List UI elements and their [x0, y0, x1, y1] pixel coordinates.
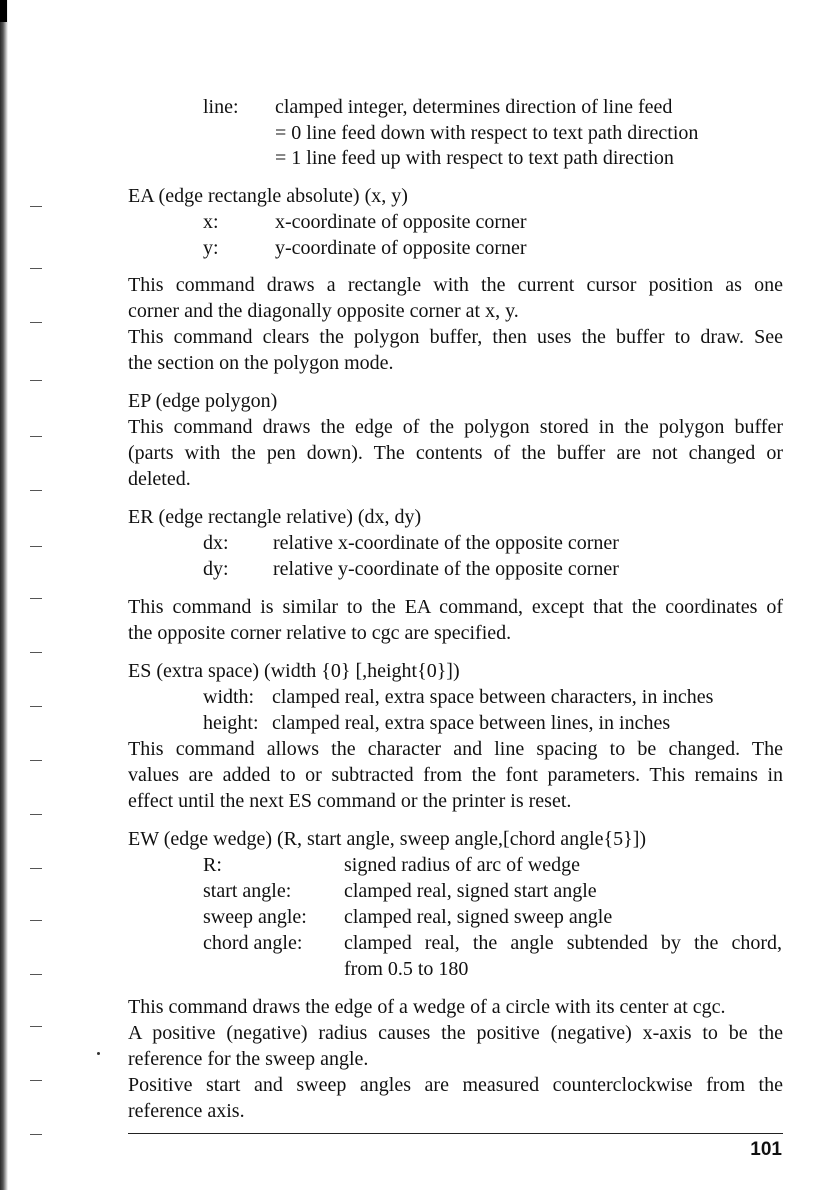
- param-label: x:: [203, 211, 219, 233]
- paragraph-line: This command clears the polygon buffer, then uses the buffer to draw. See: [128, 326, 783, 348]
- param-label: dy:: [203, 558, 229, 580]
- page-number: 101: [750, 1139, 782, 1160]
- param-desc: signed radius of arc of wedge: [344, 854, 581, 876]
- paragraph-line: This command draws a rectangle with the current cursor position as one: [128, 274, 783, 296]
- param-desc: from 0.5 to 180: [344, 958, 469, 980]
- param-desc: clamped real, extra space between lines, in inches: [272, 712, 671, 734]
- paragraph-line: This command is similar to the EA command, except that the coordinates of: [128, 596, 783, 618]
- line-param-desc: = 0 line feed down with respect to text path direction: [275, 122, 699, 144]
- paragraph-line: This command draws the edge of a wedge of a circle with its center at cgc.: [128, 996, 726, 1018]
- ep-heading: EP (edge polygon): [128, 390, 278, 412]
- footer-rule: [128, 1133, 783, 1134]
- paragraph-line: effect until the next ES command or the printer is reset.: [128, 790, 572, 812]
- paragraph-line: Positive start and sweep angles are measured counterclockwise from the: [128, 1074, 783, 1096]
- paragraph-line: the section on the polygon mode.: [128, 352, 394, 374]
- paragraph-line: (parts with the pen down). The contents of the buffer are not changed or: [128, 442, 783, 464]
- param-label: height:: [203, 712, 259, 734]
- line-param-desc: = 1 line feed up with respect to text path direction: [275, 147, 674, 169]
- param-desc: relative x-coordinate of the opposite corner: [273, 532, 619, 554]
- param-label: R:: [203, 854, 222, 876]
- param-desc: relative y-coordinate of the opposite corner: [273, 558, 619, 580]
- paragraph-line: the opposite corner relative to cgc are specified.: [128, 622, 512, 644]
- line-param-label: line:: [203, 96, 239, 118]
- param-label: start angle:: [203, 880, 292, 902]
- param-label: chord angle:: [203, 932, 303, 954]
- param-desc: clamped real, signed sweep angle: [344, 906, 613, 928]
- paragraph-line: reference axis.: [128, 1100, 245, 1122]
- param-desc: clamped real, extra space between characters, in inches: [272, 686, 714, 708]
- paragraph-line: A positive (negative) radius causes the positive (negative) x-axis to be the: [128, 1022, 783, 1044]
- param-desc: x-coordinate of opposite corner: [275, 211, 527, 233]
- paragraph-line: reference for the sweep angle.: [128, 1048, 369, 1070]
- param-desc: y-coordinate of opposite corner: [275, 237, 527, 259]
- param-label: dx:: [203, 532, 229, 554]
- ea-heading: EA (edge rectangle absolute) (x, y): [128, 185, 408, 207]
- paragraph-line: deleted.: [128, 468, 191, 490]
- paragraph-line: This command allows the character and line spacing to be changed. The: [128, 738, 783, 760]
- es-heading: ES (extra space) (width {0} [,height{0}]): [128, 660, 460, 682]
- paragraph-line: This command draws the edge of the polygon stored in the polygon buffer: [128, 416, 783, 438]
- paragraph-line: corner and the diagonally opposite corner at x, y.: [128, 300, 519, 322]
- line-param-desc: clamped integer, determines direction of line feed: [275, 96, 673, 118]
- param-label: sweep angle:: [203, 906, 307, 928]
- er-heading: ER (edge rectangle relative) (dx, dy): [128, 506, 422, 528]
- param-label: y:: [203, 237, 219, 259]
- param-desc: clamped real, signed start angle: [344, 880, 597, 902]
- param-desc: clamped real, the angle subtended by the chord,: [344, 932, 782, 954]
- paragraph-line: values are added to or subtracted from the font parameters. This remains in: [128, 764, 783, 786]
- ew-heading: EW (edge wedge) (R, start angle, sweep angle,[chord angle{5}]): [128, 828, 647, 850]
- param-label: width:: [203, 686, 255, 708]
